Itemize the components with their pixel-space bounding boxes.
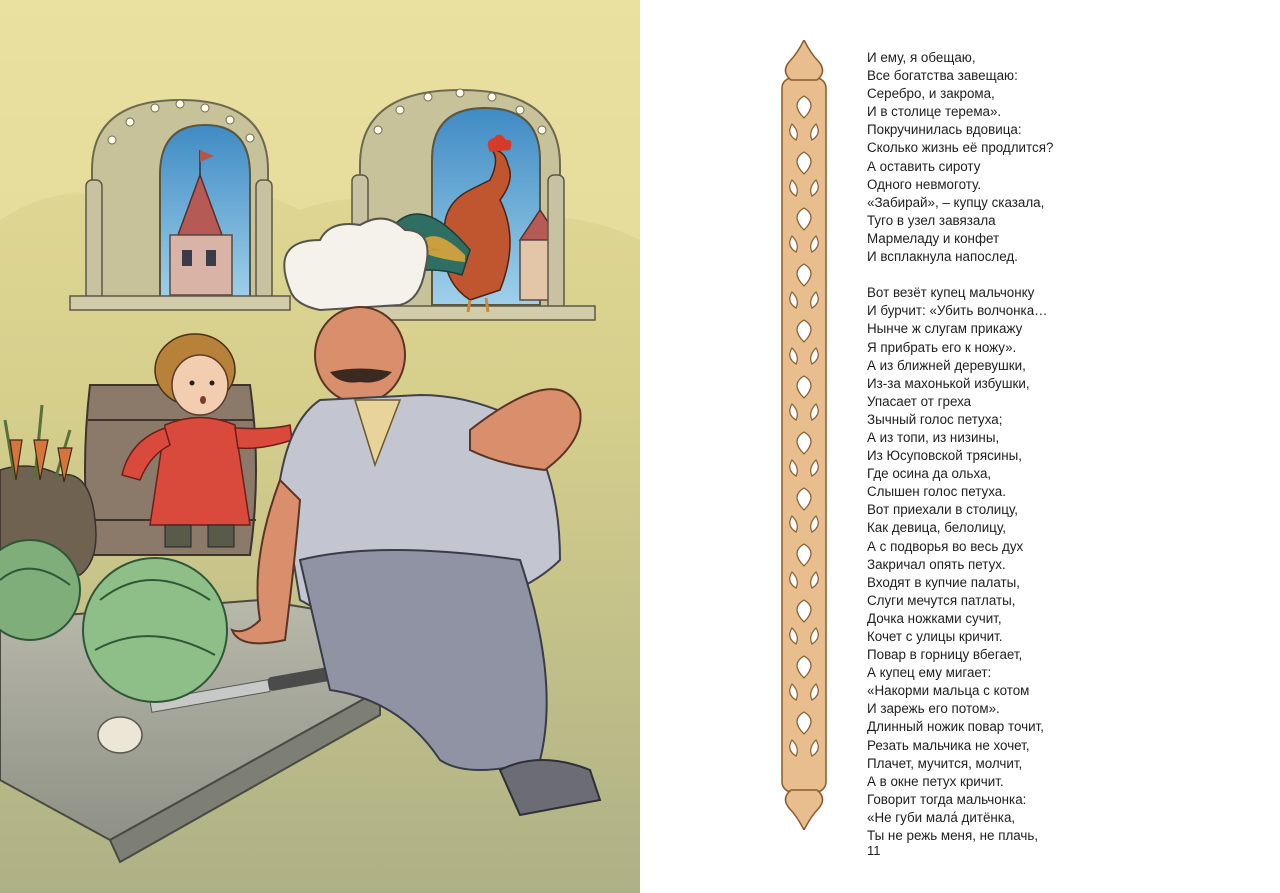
- poem-stanza-2: [867, 284, 1267, 845]
- poem-line: Из Юсуповской трясины,: [867, 448, 1023, 464]
- poem-line: Серебро, и закрома,: [867, 86, 995, 102]
- poem-line: «Накорми мальца с котом: [867, 683, 1030, 699]
- poem-line: А купец ему мигает:: [867, 665, 992, 681]
- carved-ornament-border: [773, 40, 835, 830]
- poem-line: И в столице терема».: [867, 104, 1002, 120]
- poem-line: Упасает от греха: [867, 393, 972, 409]
- poem-line: Все богатства завещаю:: [867, 68, 1018, 84]
- poem-line: А с подворья во весь дух: [867, 538, 1024, 554]
- poem-line: Закричал опять петух.: [867, 556, 1006, 572]
- poem-line: Где осина да ольха,: [867, 466, 992, 482]
- poem-line: И всплакнула напослед.: [867, 249, 1018, 265]
- poem-line: «Не губи мала́ дитёнка,: [867, 809, 1016, 825]
- poem-line: И бурчит: «Убить волчонка…: [867, 303, 1048, 319]
- poem-line: Дочка ножками сучит,: [867, 610, 1002, 626]
- poem-line: Одного невмоготу.: [867, 176, 982, 192]
- ornament-top-finial: [785, 40, 822, 80]
- poem-line: Длинный ножик повар точит,: [867, 719, 1044, 735]
- poem-line: Слышен голос петуха.: [867, 484, 1006, 500]
- poem-line: Покручинилась вдовица:: [867, 122, 1022, 138]
- poem-line: Плачет, мучится, молчит,: [867, 755, 1023, 771]
- poem-line: Вот приехали в столицу,: [867, 502, 1018, 518]
- left-window: [70, 100, 290, 310]
- poem-line: А оставить сироту: [867, 158, 981, 174]
- poem-line: Из-за махонькой избушки,: [867, 375, 1030, 391]
- poem-line: А в окне петух кричит.: [867, 773, 1004, 789]
- poem-line: И ему, я обещаю,: [867, 50, 976, 65]
- poem-line: Повар в горницу вбегает,: [867, 647, 1023, 663]
- poem-line: Зычный голос петуха;: [867, 411, 1003, 427]
- poem-line: Туго в узел завязала: [867, 212, 996, 228]
- poem-line: «Забирай», – купцу сказала,: [867, 194, 1045, 210]
- poem-line: Сколько жизнь её продлится?: [867, 140, 1054, 156]
- poem-line: Мармеладу и конфет: [867, 230, 1000, 246]
- poem-line: Говорит тогда мальчонка:: [867, 791, 1027, 807]
- poem-line: Как девица, белолицу,: [867, 520, 1006, 536]
- poem-line: Кочет с улицы кричит.: [867, 629, 1003, 644]
- poem-line: Резать мальчика не хочет,: [867, 737, 1030, 753]
- poem-line: Я прибрать его к ножу».: [867, 339, 1017, 355]
- page-number: 11: [867, 843, 881, 858]
- poem-line: А из ближней деревушки,: [867, 357, 1026, 373]
- poem-line: Нынче ж слугам прикажу: [867, 321, 1023, 337]
- poem-text: [867, 49, 1267, 845]
- text-page: [640, 0, 1280, 893]
- poem-line: Слуги мечутся патлаты,: [867, 592, 1016, 608]
- poem-stanza-1: [867, 49, 1267, 266]
- poem-line: Ты не режь меня, не плачь,: [867, 828, 1039, 844]
- ornament-bottom-finial: [785, 790, 822, 830]
- poem-line: А из топи, из низины,: [867, 429, 1000, 445]
- poem-line: Вот везёт купец мальчонку: [867, 285, 1035, 301]
- poem-line: Входят в купчие палаты,: [867, 574, 1020, 590]
- poem-line: И зарежь его потом».: [867, 701, 1000, 717]
